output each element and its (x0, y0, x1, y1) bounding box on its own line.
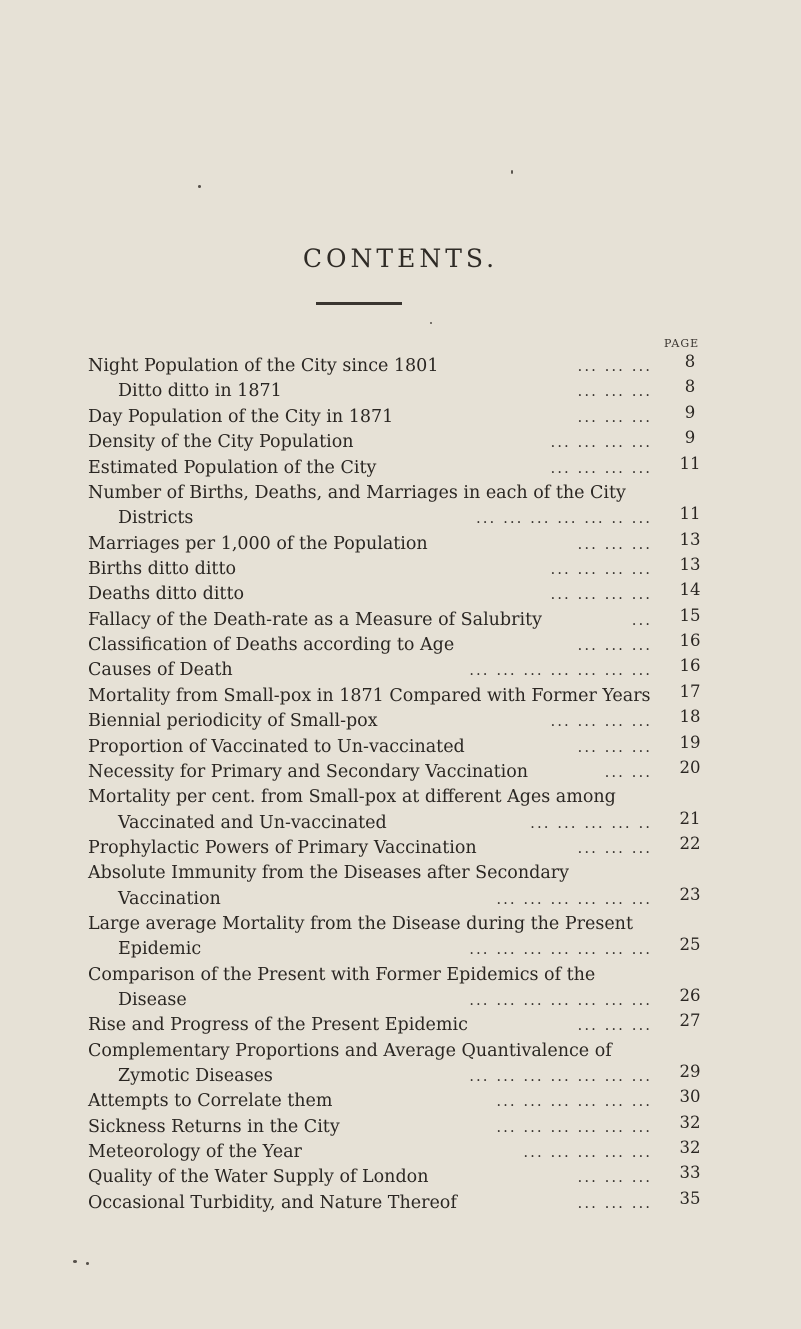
toc-entry (88, 633, 710, 658)
toc-entry-title: Number of Births, Deaths, and Marriages in each of the City (88, 482, 626, 503)
toc-leader-dots: ... (631, 610, 652, 629)
toc-leader-dots: ... ... ... ... ... .. ... (476, 509, 652, 528)
toc-page-number: 8 (684, 352, 696, 371)
toc-leader-dots: ... ... ... ... ... (523, 1142, 652, 1161)
toc-entry-title: Night Population of the City since 1801 (88, 356, 439, 376)
toc-entry (88, 732, 710, 760)
toc-entry-title: Epidemic (118, 939, 202, 960)
toc-leader-dots: ... ... ... ... (550, 458, 652, 477)
toc-page-number: 27 (679, 1011, 701, 1031)
toc-leader-dots: ... ... ... ... ... ... ... (469, 661, 652, 680)
toc-entry-title: Fallacy of the Death-rate as a Measure of Salubrity (88, 609, 543, 630)
toc-leader-dots: ... ... ... (577, 1016, 652, 1035)
paper-speck (73, 1260, 77, 1263)
toc-entry-title: Mortality from Small-pox in 1871 Compared with Former Years (88, 685, 651, 706)
toc-entry (88, 785, 710, 810)
toc-page-number: 32 (679, 1137, 701, 1157)
toc-entry (88, 1061, 710, 1089)
toc-page-number: 17 (679, 681, 701, 701)
toc-entry-title: Prophylactic Powers of Primary Vaccination (88, 838, 477, 859)
toc-page-number: 26 (679, 985, 701, 1005)
toc-leader-dots: ... ... ... (577, 839, 652, 858)
toc-entry (88, 430, 710, 455)
table-of-contents (88, 354, 710, 1216)
toc-page-number: 30 (679, 1087, 701, 1107)
toc-leader-dots: ... ... ... ... .. (530, 813, 652, 832)
toc-entry (88, 402, 710, 430)
toc-page-number: 29 (679, 1061, 701, 1081)
toc-entry (88, 453, 710, 481)
toc-entry-title: Comparison of the Present with Former Epidemics of the (88, 964, 596, 985)
toc-entry (88, 1188, 710, 1216)
toc-leader-dots: ... ... (604, 763, 652, 782)
page-column-heading: PAGE (664, 337, 700, 350)
toc-entry-title: Sickness Returns in the City (88, 1116, 340, 1137)
toc-page-number: 13 (679, 554, 701, 574)
toc-page-number: 23 (679, 884, 701, 904)
toc-entry (88, 1165, 710, 1190)
toc-entry-title: Marriages per 1,000 of the Population (88, 533, 428, 554)
toc-leader-dots: ... ... ... (577, 407, 652, 426)
paper-speck (86, 1262, 89, 1265)
toc-entry-title: Density of the City Population (88, 432, 354, 453)
toc-leader-dots: ... ... ... ... ... ... (496, 1117, 652, 1136)
toc-page-number: 33 (679, 1163, 701, 1183)
toc-entry (88, 554, 710, 582)
toc-entry-title: Attempts to Correlate them (88, 1091, 333, 1112)
toc-page-number: 8 (684, 377, 696, 397)
toc-entry-title: Classification of Deaths according to Age (88, 635, 455, 656)
toc-entry-title: Causes of Death (88, 660, 233, 681)
toc-entry-title: Complementary Proportions and Average Quantivalence of (88, 1040, 612, 1061)
toc-leader-dots: ... ... ... (577, 1193, 652, 1212)
toc-entry (88, 1013, 710, 1038)
toc-leader-dots: ... ... ... ... ... ... ... (469, 990, 652, 1009)
toc-entry-title: Estimated Population of the City (88, 457, 377, 478)
toc-entry-title: Vaccination (118, 888, 221, 909)
toc-entry (88, 808, 710, 836)
toc-leader-dots: ... ... ... ... ... ... ... (469, 940, 652, 959)
toc-entry (88, 658, 710, 683)
toc-leader-dots: ... ... ... (577, 636, 652, 655)
toc-entry-title: Occasional Turbidity, and Nature Thereof (88, 1192, 457, 1213)
toc-leader-dots: ... ... ... ... (550, 433, 652, 452)
toc-entry-title: Absolute Immunity from the Diseases after Secondary (88, 863, 570, 884)
toc-entry (88, 861, 710, 886)
toc-entry (88, 481, 710, 506)
toc-leader-dots: ... ... ... ... ... ... (496, 889, 652, 908)
toc-leader-dots: ... ... ... ... ... ... ... (469, 1066, 652, 1085)
toc-page-number: 16 (679, 656, 701, 676)
toc-entry (88, 963, 710, 988)
toc-page-number: 16 (679, 631, 701, 651)
toc-entry (88, 709, 710, 734)
toc-leader-dots: ... ... ... ... ... ... (496, 1092, 652, 1111)
toc-entry-title: Ditto ditto in 1871 (118, 381, 282, 402)
toc-page-number: 32 (679, 1112, 701, 1132)
toc-entry-title: Births ditto ditto (88, 558, 237, 579)
toc-entry-title: Mortality per cent. from Small-pox at different Ages among (88, 787, 616, 808)
toc-entry-title: Necessity for Primary and Secondary Vaccination (88, 762, 529, 783)
paper-speck (430, 322, 432, 324)
toc-page-number: 25 (679, 935, 701, 955)
title-rule (316, 302, 402, 305)
toc-entry (88, 884, 710, 912)
toc-page-number: 20 (679, 758, 701, 778)
toc-leader-dots: ... ... ... ... (550, 712, 652, 731)
toc-entry (88, 681, 710, 709)
toc-entry-title: Zymotic Diseases (118, 1065, 273, 1086)
toc-entry (88, 985, 710, 1013)
toc-entry (88, 760, 710, 785)
toc-entry (88, 1089, 710, 1114)
toc-leader-dots: ... ... ... ... (550, 559, 652, 578)
toc-entry (88, 1137, 710, 1165)
toc-entry-title: Quality of the Water Supply of London (88, 1167, 429, 1188)
toc-page-number: 9 (684, 428, 696, 448)
toc-leader-dots: ... ... ... (577, 534, 652, 553)
toc-leader-dots: ... ... ... ... (550, 585, 652, 604)
toc-page-number: 11 (679, 504, 701, 524)
toc-page-number: 14 (679, 580, 701, 600)
toc-entry-title: Vaccinated and Un-vaccinated (118, 812, 387, 833)
toc-entry (88, 937, 710, 962)
toc-leader-dots: ... ... ... (577, 737, 652, 756)
toc-entry-title: Large average Mortality from the Disease during the Present (88, 913, 633, 934)
toc-entry (88, 354, 710, 379)
toc-page-number: 11 (679, 453, 701, 473)
toc-entry (88, 605, 710, 633)
toc-page-number: 15 (679, 605, 701, 625)
toc-entry-title: Meteorology of the Year (88, 1141, 302, 1162)
toc-entry-title: Districts (118, 508, 194, 529)
toc-entry-title: Rise and Progress of the Present Epidemic (88, 1015, 468, 1036)
toc-page-number: 21 (679, 808, 701, 828)
toc-entry (88, 836, 710, 861)
page-title: CONTENTS. (302, 244, 499, 273)
toc-entry (88, 379, 710, 404)
toc-page-number: 35 (679, 1188, 701, 1208)
toc-leader-dots: ... ... ... (577, 1168, 652, 1187)
toc-page-number: 13 (679, 529, 701, 549)
toc-page-number: 22 (679, 834, 701, 854)
paper-speck (198, 185, 201, 188)
toc-leader-dots: ... ... ... (577, 357, 652, 375)
toc-entry (88, 1112, 710, 1140)
toc-entry (88, 582, 710, 607)
toc-page-number: 19 (679, 732, 701, 752)
toc-entry-title: Proportion of Vaccinated to Un-vaccinated (88, 736, 465, 757)
toc-entry (88, 506, 710, 531)
toc-entry-title: Disease (118, 989, 187, 1010)
toc-entry-title: Deaths ditto ditto (88, 584, 245, 605)
toc-entry-title: Biennial periodicity of Small-pox (88, 711, 378, 732)
paper-speck (511, 170, 513, 174)
toc-entry-title: Day Population of the City in 1871 (88, 406, 394, 427)
toc-page-number: 9 (684, 402, 696, 422)
toc-page-number: 18 (679, 707, 701, 727)
toc-entry (88, 1039, 710, 1064)
toc-entry (88, 529, 710, 557)
toc-leader-dots: ... ... ... (577, 382, 652, 401)
toc-entry (88, 912, 710, 937)
